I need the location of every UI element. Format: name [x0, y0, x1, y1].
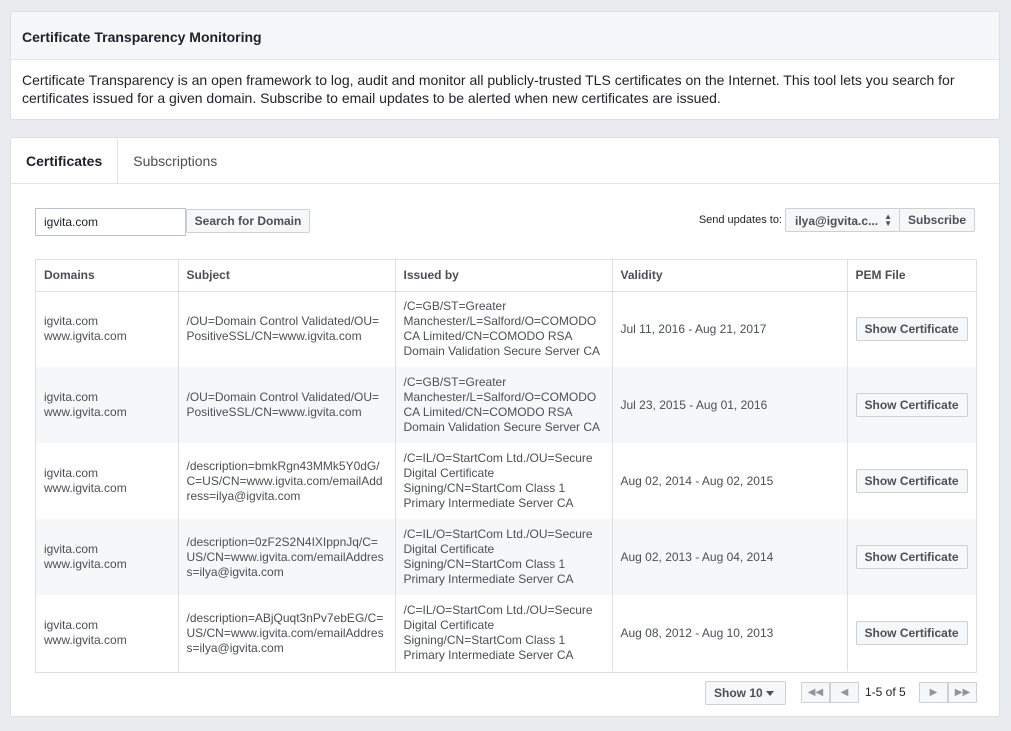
- email-select-value: ilya@igvita.c...: [795, 214, 879, 228]
- pagination: [705, 681, 975, 705]
- table-row: [36, 367, 976, 443]
- subject-cell: /description=bmkRgn43MMk5Y0dG/C=US/CN=www.igvita.com/emailAddress=ilya@igvita.com: [178, 443, 395, 519]
- domain-text: www.igvita.com: [44, 557, 127, 571]
- subject-cell: /OU=Domain Control Validated/OU=PositiveSSL/CN=www.igvita.com: [178, 367, 395, 443]
- issued-by-cell: /C=GB/ST=Greater Manchester/L=Salford/O=COMODO CA Limited/CN=COMODO RSA Domain Validation Secure Server CA: [395, 291, 612, 367]
- show-certificate-button[interactable]: Show Certificate: [856, 393, 968, 417]
- show-certificate-button[interactable]: Show Certificate: [856, 317, 968, 341]
- tab-certificates[interactable]: Certificates: [11, 138, 118, 183]
- email-select[interactable]: [785, 208, 900, 232]
- table-row: [36, 519, 976, 595]
- domain-text: igvita.com: [44, 618, 99, 632]
- tab-bar: [11, 138, 999, 184]
- domains-cell: [36, 291, 178, 367]
- column-header-domains: Domains: [36, 260, 178, 291]
- validity-cell: Aug 02, 2013 - Aug 04, 2014: [612, 519, 847, 595]
- issued-by-cell: /C=IL/O=StartCom Ltd./OU=Secure Digital Certificate Signing/CN=StartCom Class 1 Primary Intermediate Server CA: [395, 595, 612, 671]
- column-header-pem-file: PEM File: [847, 260, 976, 291]
- caret-down-icon: [766, 691, 774, 696]
- domain-text: www.igvita.com: [44, 481, 127, 495]
- domains-cell: [36, 519, 178, 595]
- table-row: [36, 595, 976, 671]
- show-certificate-button[interactable]: Show Certificate: [856, 545, 968, 569]
- show-certificate-button[interactable]: Show Certificate: [856, 469, 968, 493]
- page-size-dropdown[interactable]: [705, 681, 786, 705]
- pem-cell: [847, 443, 976, 519]
- column-header-issued-by: Issued by: [395, 260, 612, 291]
- certificates-table: [35, 259, 977, 673]
- page-title: Certificate Transparency Monitoring: [11, 12, 999, 60]
- column-header-subject: Subject: [178, 260, 395, 291]
- search-domain-button[interactable]: Search for Domain: [186, 209, 310, 233]
- table-row: [36, 291, 976, 367]
- domain-text: igvita.com: [44, 390, 99, 404]
- domain-text: www.igvita.com: [44, 329, 127, 344]
- header-card: [10, 11, 1000, 120]
- domains-cell: [36, 595, 178, 671]
- send-updates-label: Send updates to:: [698, 214, 782, 226]
- pem-cell: [847, 519, 976, 595]
- right-arrow-icon: ▶: [929, 687, 938, 698]
- table-row: [36, 443, 976, 519]
- subscribe-button[interactable]: Subscribe: [899, 208, 975, 232]
- double-left-arrow-icon: ◀◀: [807, 687, 824, 698]
- pem-cell: [847, 595, 976, 671]
- subject-cell: /description=ABjQuqt3nPv7ebEG/C=US/CN=www.igvita.com/emailAddress=ilya@igvita.com: [178, 595, 395, 671]
- tab-subscriptions[interactable]: Subscriptions: [133, 153, 218, 169]
- domain-text: www.igvita.com: [44, 633, 127, 647]
- last-page-button[interactable]: [948, 682, 977, 703]
- toolbar: [35, 208, 975, 236]
- issued-by-cell: /C=IL/O=StartCom Ltd./OU=Secure Digital Certificate Signing/CN=StartCom Class 1 Primary Intermediate Server CA: [395, 443, 612, 519]
- validity-cell: Jul 11, 2016 - Aug 21, 2017: [612, 291, 847, 367]
- pem-cell: [847, 367, 976, 443]
- prev-page-button[interactable]: [830, 682, 859, 703]
- left-arrow-icon: ◀: [840, 687, 849, 698]
- domain-text: www.igvita.com: [44, 405, 127, 419]
- select-arrows-icon: ▲ ▼: [884, 212, 892, 228]
- column-header-validity: Validity: [612, 260, 847, 291]
- table-header-row: [36, 260, 976, 291]
- domain-text: igvita.com: [44, 542, 99, 556]
- validity-cell: Jul 23, 2015 - Aug 01, 2016: [612, 367, 847, 443]
- domains-cell: [36, 367, 178, 443]
- issued-by-cell: /C=IL/O=StartCom Ltd./OU=Secure Digital Certificate Signing/CN=StartCom Class 1 Primary Intermediate Server CA: [395, 519, 612, 595]
- page-range: 1-5 of 5: [865, 685, 906, 699]
- domain-text: igvita.com: [44, 466, 99, 480]
- domain-text: igvita.com: [44, 314, 99, 329]
- first-page-button[interactable]: [801, 682, 830, 703]
- page-description: Certificate Transparency is an open framework to log, audit and monitor all publicly-trusted TLS certificates on the Internet. This tool lets you search for certificates issued for a given domain. Subscribe to email updates to be alerted when new certificates are issued.: [22, 72, 955, 106]
- subject-cell: /description=0zF2S2N4IXIppnJq/C=US/CN=www.igvita.com/emailAddress=ilya@igvita.com: [178, 519, 395, 595]
- main-card: [10, 137, 1000, 717]
- validity-cell: Aug 02, 2014 - Aug 02, 2015: [612, 443, 847, 519]
- page-size-label: Show 10: [714, 686, 763, 700]
- show-certificate-button[interactable]: Show Certificate: [856, 621, 968, 645]
- domains-cell: [36, 443, 178, 519]
- validity-cell: Aug 08, 2012 - Aug 10, 2013: [612, 595, 847, 671]
- domain-search-input[interactable]: [35, 208, 186, 236]
- double-right-arrow-icon: ▶▶: [954, 687, 971, 698]
- pem-cell: [847, 291, 976, 367]
- next-page-button[interactable]: [919, 682, 948, 703]
- subject-cell: /OU=Domain Control Validated/OU=PositiveSSL/CN=www.igvita.com: [178, 291, 395, 367]
- issued-by-cell: /C=GB/ST=Greater Manchester/L=Salford/O=COMODO CA Limited/CN=COMODO RSA Domain Validation Secure Server CA: [395, 367, 612, 443]
